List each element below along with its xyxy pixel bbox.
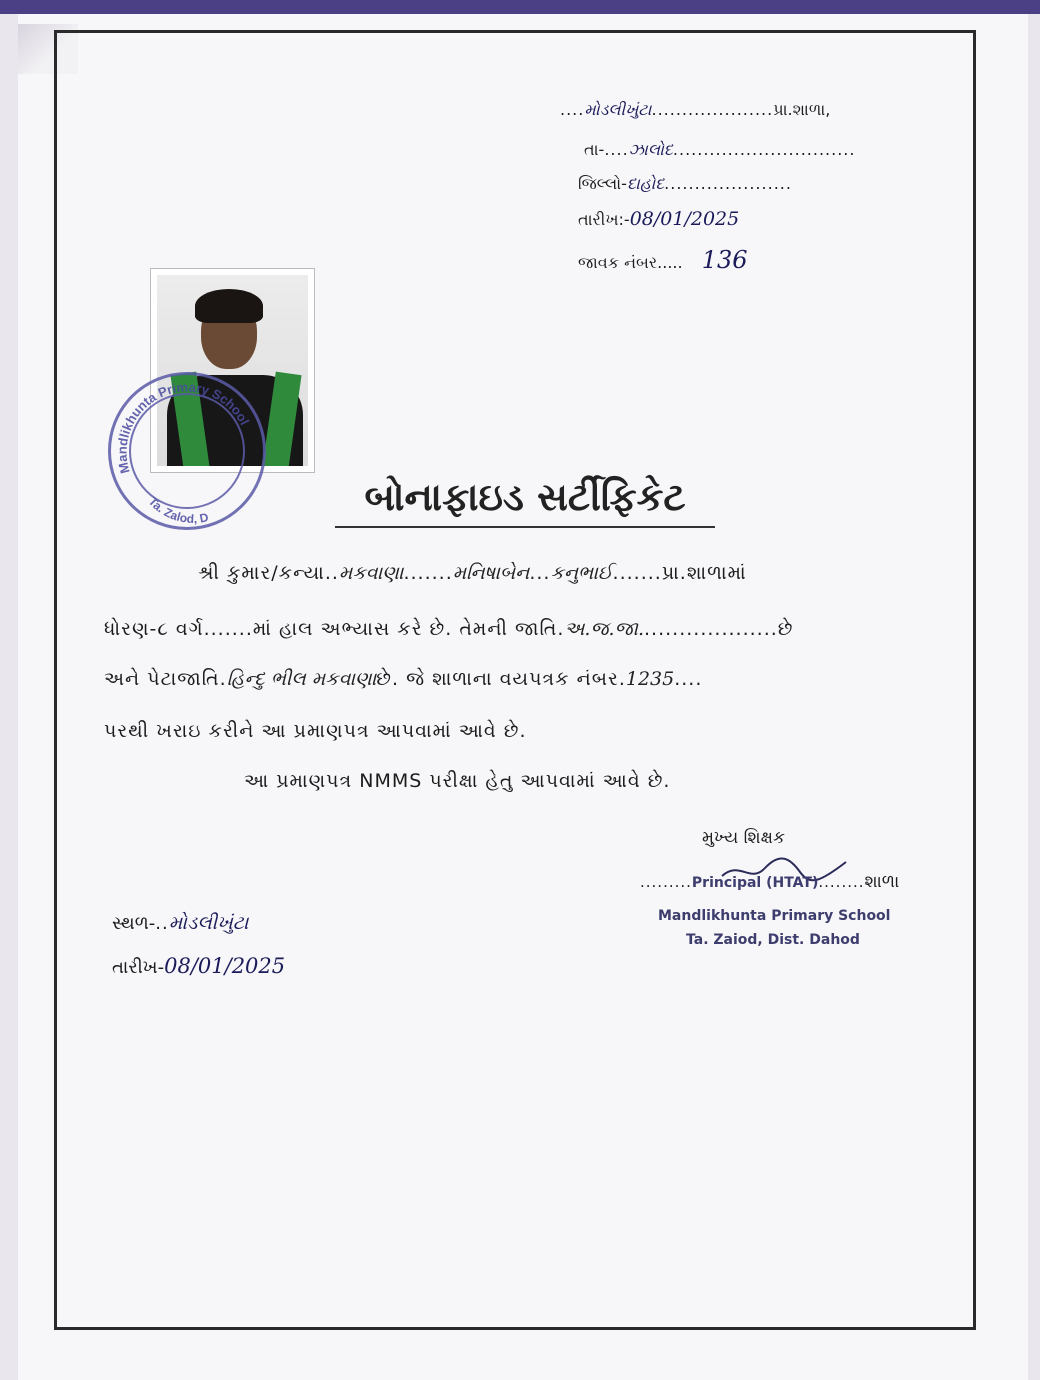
principal-label: Principal (HTAT) (691, 875, 819, 891)
line3-prefix: અને પેટાજાતિ (104, 668, 220, 690)
svg-text:Ta. Zalod, D (146, 494, 210, 526)
stamp-top-text: Mandlikhunta Primary School (114, 379, 253, 476)
taluka-label: તા- (584, 140, 605, 159)
student-name: મનિષાબેન (452, 562, 530, 584)
date-row (578, 208, 739, 230)
school-seal-stamp (108, 372, 266, 530)
date-value: 08/01/2025 (629, 208, 740, 230)
taluka-row: તા-....ઝાલોદ.............................. (584, 140, 856, 159)
place-value: મોડલીખુંટા (168, 912, 249, 934)
svg-text:Mandlikhunta Primary School (115, 379, 253, 475)
outward-value: 136 (701, 246, 748, 274)
line2-mid: માં હાલ અભ્યાસ કરે છે. તેમની જાતિ (252, 618, 558, 640)
stamp-ring-text (108, 372, 266, 530)
taluka-value: ઝાલોદ (628, 140, 673, 159)
footer-date-value: 08/01/2025 (164, 954, 286, 978)
district-row: જિલ્લો-દાહોદ..................... (578, 174, 792, 193)
body-line-4: પરથી ખરાઇ કરીને આ પ્રમાણપત્ર આપવામાં આવે છે. (104, 720, 527, 742)
seal-school-name: Mandlikhunta Primary School (658, 908, 891, 924)
certificate-title: બોનાફાઇડ સર્ટીફિકેટ (335, 475, 715, 528)
caste-value: અ.જ.જા. (564, 618, 645, 640)
line2-suffix: છે (777, 618, 794, 640)
place-row: સ્થળ-..મોડલીખુંટા (112, 912, 249, 934)
date-label: તારીખ:- (578, 210, 630, 229)
outward-row (578, 246, 748, 274)
district-label: જિલ્લો- (578, 174, 627, 193)
school-suffix: પ્રા.શાળા, (773, 100, 831, 119)
stamp-bottom-text: Ta. Zalod, D (145, 494, 210, 527)
school-row: ....મોડલીખુંટા....................પ્રા.શાળા, (560, 100, 831, 119)
district-value: દાહોદ (626, 174, 665, 193)
line1-suffix: પ્રા.શાળામાં (661, 562, 747, 584)
student-surname: મકવાણા (338, 562, 404, 584)
father-name: કનુભાઈ (550, 562, 613, 584)
outward-label: જાવક નંબર..... (578, 253, 683, 272)
principal-line: .........Principal (HTAT)........શાળા (640, 872, 900, 892)
line3-mid: છે. જે શાળાના વયપત્રક નંબર (376, 668, 619, 690)
line1-prefix: શ્રી કુમાર/કન્યા (198, 562, 325, 584)
footer-date-row (112, 954, 285, 978)
body-line-5: આ પ્રમાણપત્ર NMMS પરીક્ષા હેતુ આપવામાં આવે છે. (244, 770, 671, 792)
subcaste-value: હિન્દુ ભીલ મકવાણા (226, 668, 377, 690)
head-teacher-title: મુખ્ય શિક્ષક (702, 828, 785, 848)
body-line-3: અને પેટાજાતિ.હિન્દુ ભીલ મકવાણાછે. જે શાળાના વયપત્રક નંબર.1235.... (104, 668, 703, 690)
register-number: 1235 (625, 668, 675, 690)
place-label: સ્થળ- (112, 913, 156, 934)
top-edge-strip (0, 0, 1040, 14)
footer-date-label: તારીખ- (112, 957, 165, 978)
line2-prefix: ધોરણ-૮ વર્ગ (104, 618, 204, 640)
school-value: મોડલીખુંટા (584, 100, 652, 119)
body-line-1: શ્રી કુમાર/કન્યા..મકવાણા.......મનિષાબેન...કનુભાઈ.......પ્રા.શાળામાં (198, 562, 747, 584)
body-line-2: ધોરણ-૮ વર્ગ.......માં હાલ અભ્યાસ કરે છે. તેમની જાતિ.અ.જ.જા....................છે (104, 618, 794, 640)
seal-address: Ta. Zaiod, Dist. Dahod (686, 932, 860, 948)
signature-school-suffix: શાળા (864, 872, 900, 892)
